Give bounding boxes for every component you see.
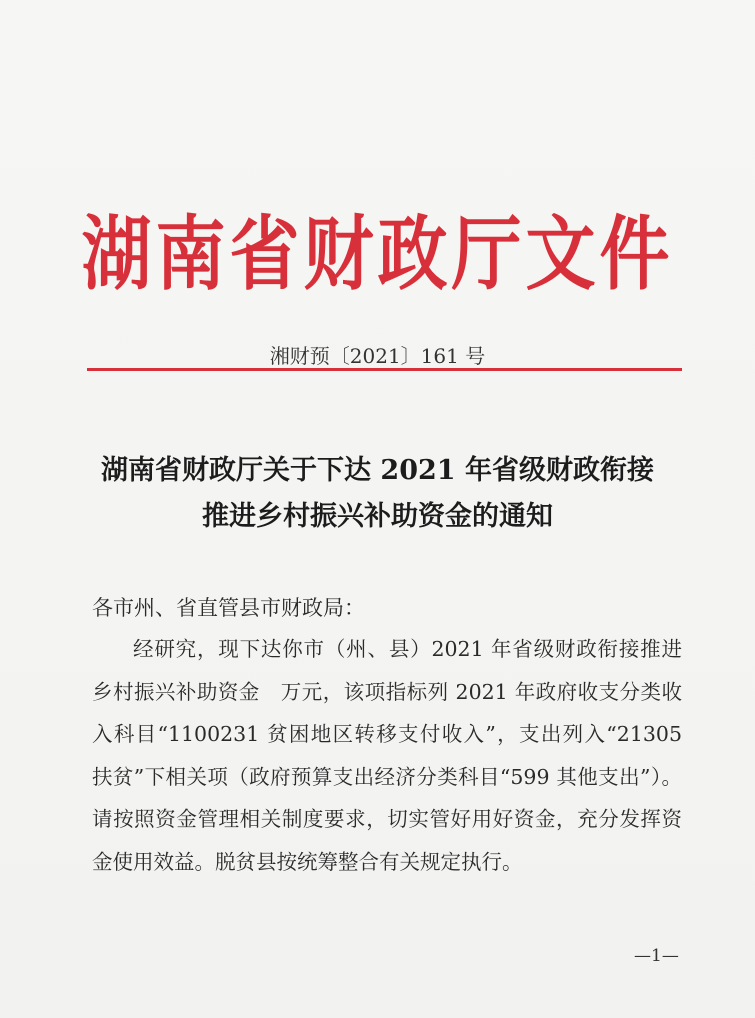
- page-number: —1—: [634, 946, 679, 966]
- notice-title-line-1: 湖南省财政厅关于下达 2021 年省级财政衔接: [101, 455, 654, 486]
- document-header-title: 湖南省财政厅文件: [81, 207, 674, 302]
- red-divider-line: [87, 368, 682, 371]
- notice-title-line-2: 推进乡村振兴补助资金的通知: [202, 501, 553, 532]
- addressee: 各市州、省直管县市财政局：: [92, 596, 365, 620]
- document-number: 湘财预〔2021〕161 号: [269, 344, 486, 368]
- notice-title: [0, 448, 755, 540]
- body-paragraph: 经研究，现下达你市（州、县）2021 年省级财政衔接推进乡村振兴补助资金 万元，该项指标列 2021 年政府收支分类收入科目“1100231 贫困地区转移支付收入”，支出列入“21305 扶贫”下相关项（政府预算支出经济分类科目“599 其他支出”）。请按照资金管理相关制度要求，切实管好用好资金，充分发挥资金使用效益。脱贫县按统筹整合有关规定执行。: [92, 637, 682, 874]
